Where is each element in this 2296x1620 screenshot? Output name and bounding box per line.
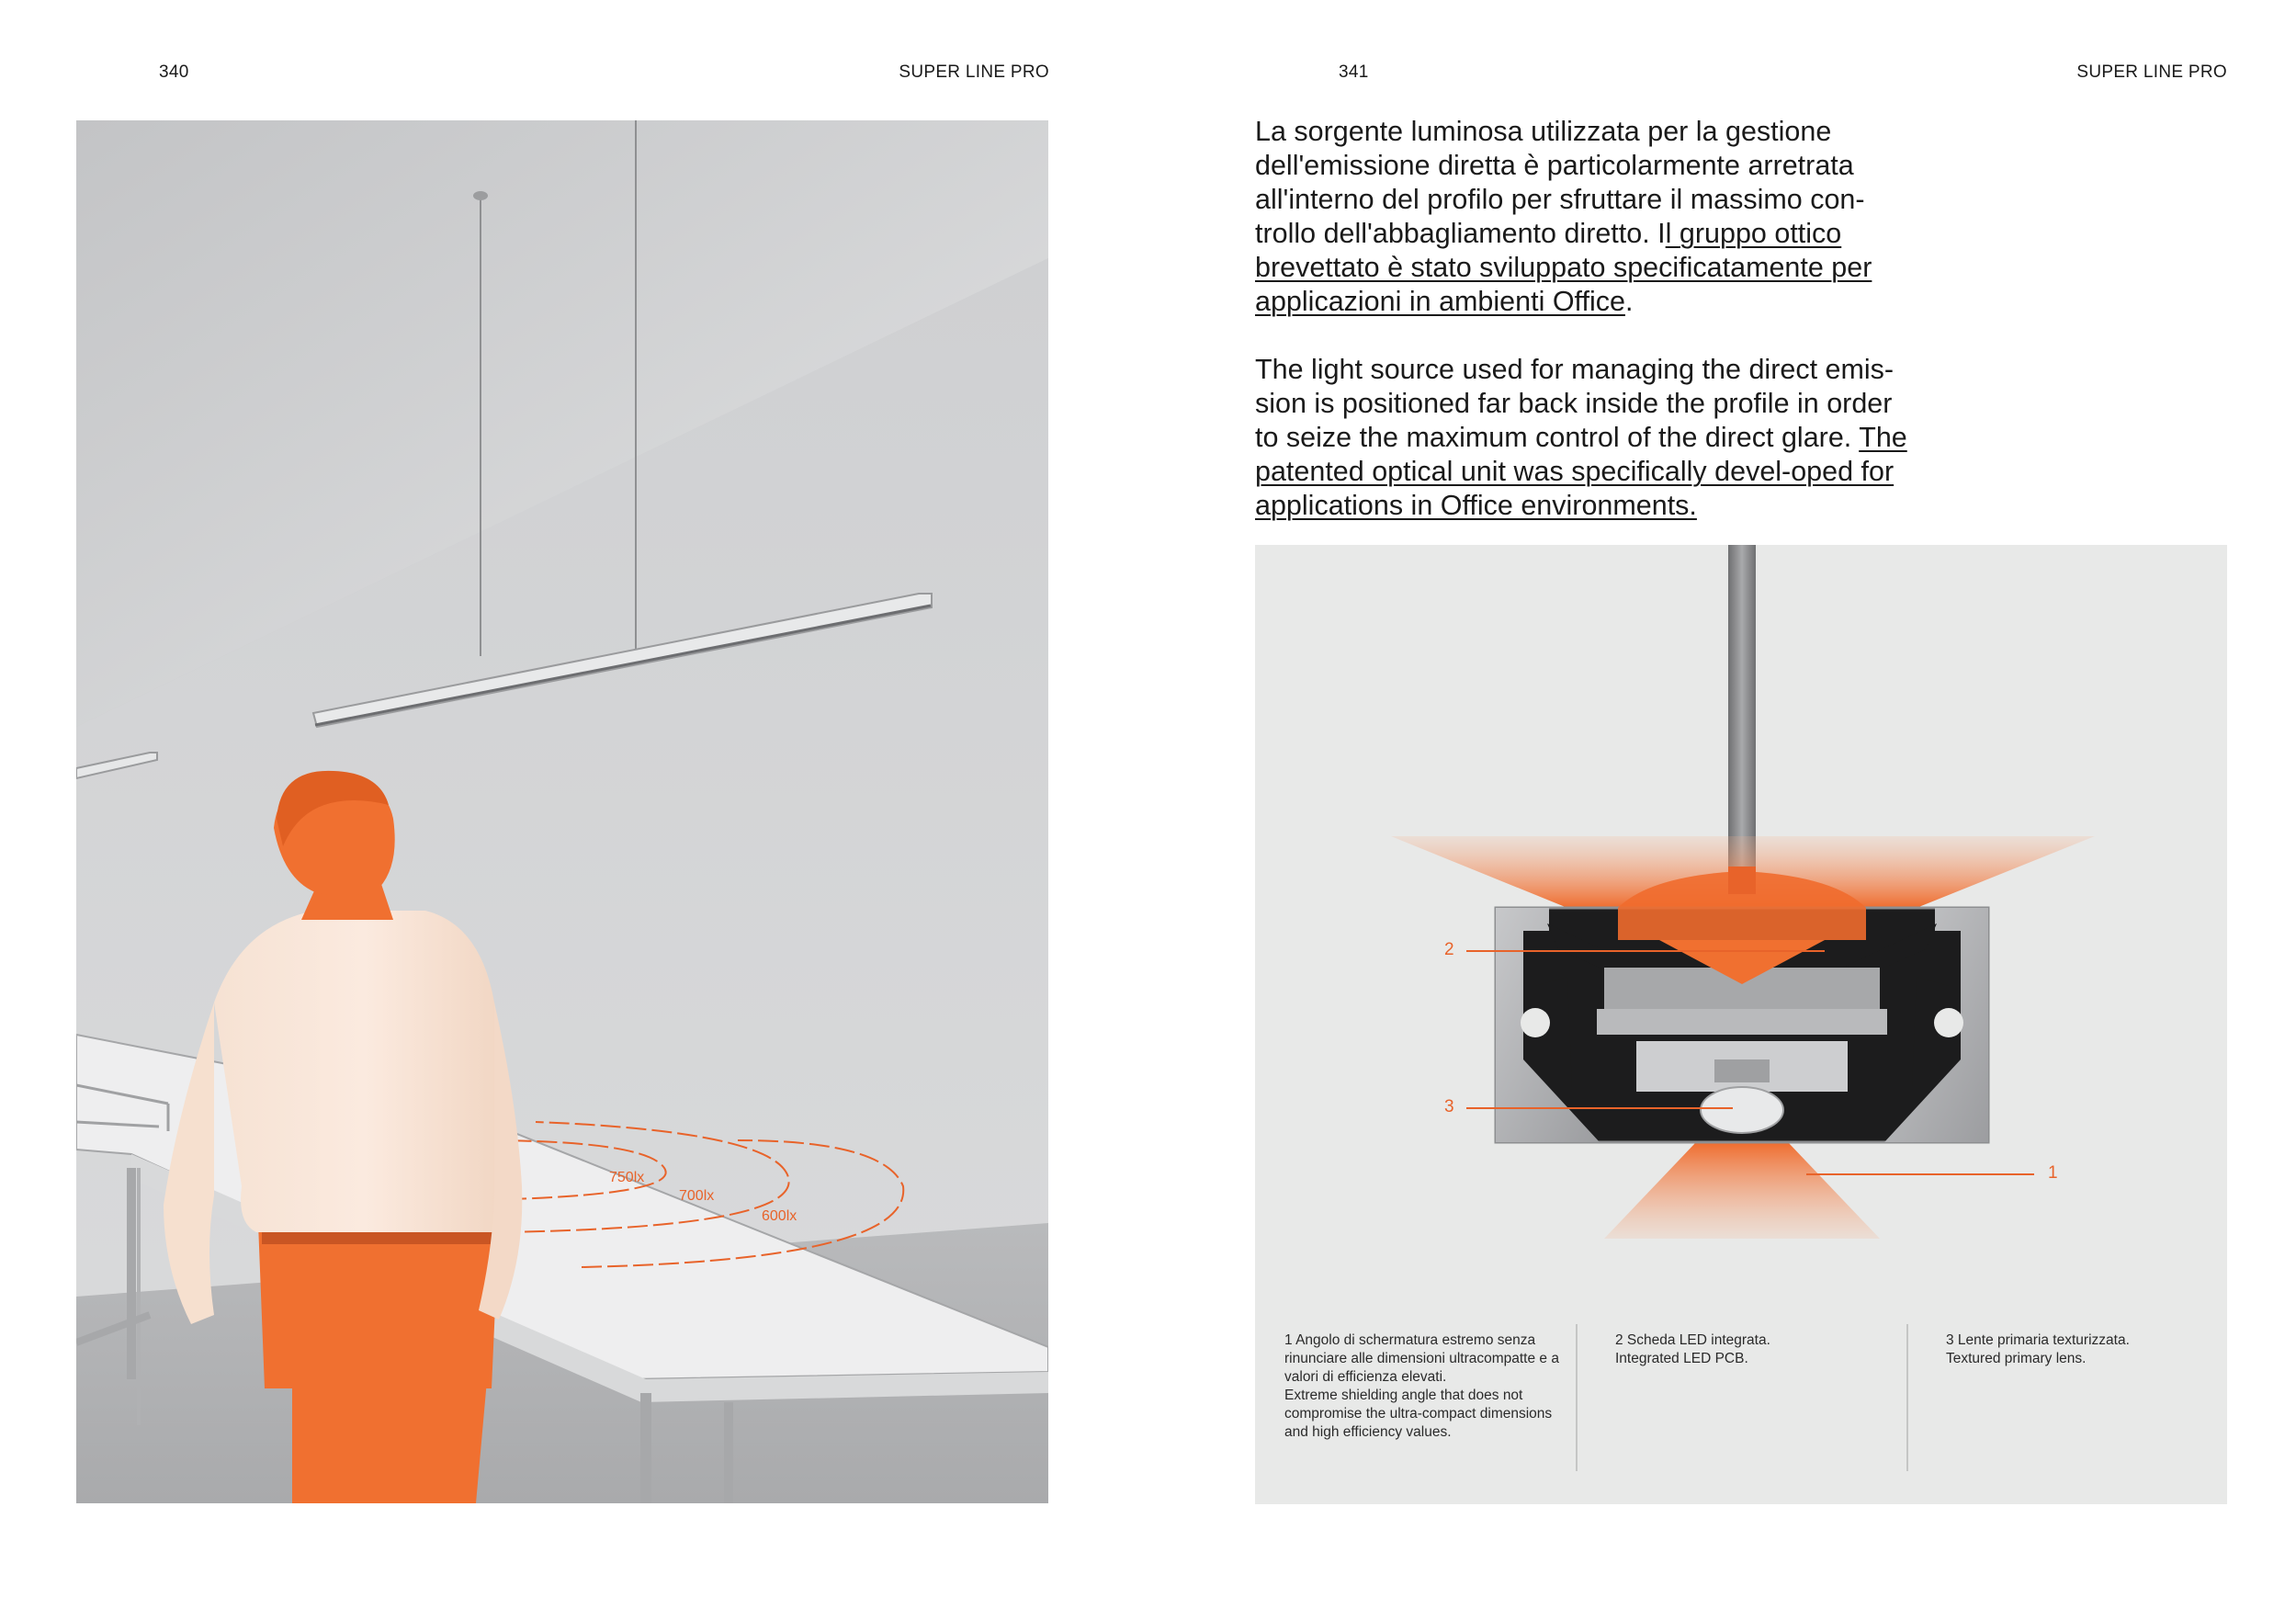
page-number-right: 341 [1339,62,1369,82]
caption-2-en: Integrated LED PCB. [1615,1351,1748,1366]
lux-label-600: 600lx [762,1208,797,1224]
caption-1 [1284,1331,1560,1442]
caption-1-it: 1 Angolo di schermatura estremo senza rinunciare alle dimensioni ultracompatte e a valori di efficienza elevati. [1284,1332,1559,1385]
caption-1-en: Extreme shielding angle that does not compromise the ultra-compact dimensions and high efficiency values. [1284,1388,1553,1440]
office-photo [76,120,1048,1503]
caption-3-it: 3 Lente primaria texturizzata. [1946,1332,2130,1348]
running-title-right: SUPER LINE PRO [2076,62,2227,82]
caption-divider [1906,1324,1908,1471]
lux-label-750: 750lx [609,1170,645,1185]
lux-label-700: 700lx [679,1188,715,1204]
caption-2 [1615,1331,1891,1368]
caption-divider [1576,1324,1578,1471]
callout-2: 2 [1444,940,1454,959]
caption-3 [1946,1331,2203,1368]
page-number-left: 340 [159,62,189,82]
caption-3-en: Textured primary lens. [1946,1351,2087,1366]
callout-3: 3 [1444,1097,1454,1116]
callout-1: 1 [2048,1163,2058,1183]
paragraph-italian: La sorgente luminosa utilizzata per la gestione dell'emissione diretta è particolarmente arretrata all'interno del profilo per sfruttare il massimo con-trollo dell'abbagliamento diretto. Il gruppo ottico brevettato è stato sviluppato specificatamente per applicazioni in ambienti Office. [1255,116,1872,317]
caption-2-it: 2 Scheda LED integrata. [1615,1332,1770,1348]
running-title-left: SUPER LINE PRO [899,62,1049,82]
body-text [1255,115,1917,523]
paragraph-english: The light source used for managing the direct emis-sion is positioned far back inside the profile in order to seize the maximum control of the direct glare. The patented optical unit was specifically devel-oped for applications in Office environments. [1255,354,1907,521]
